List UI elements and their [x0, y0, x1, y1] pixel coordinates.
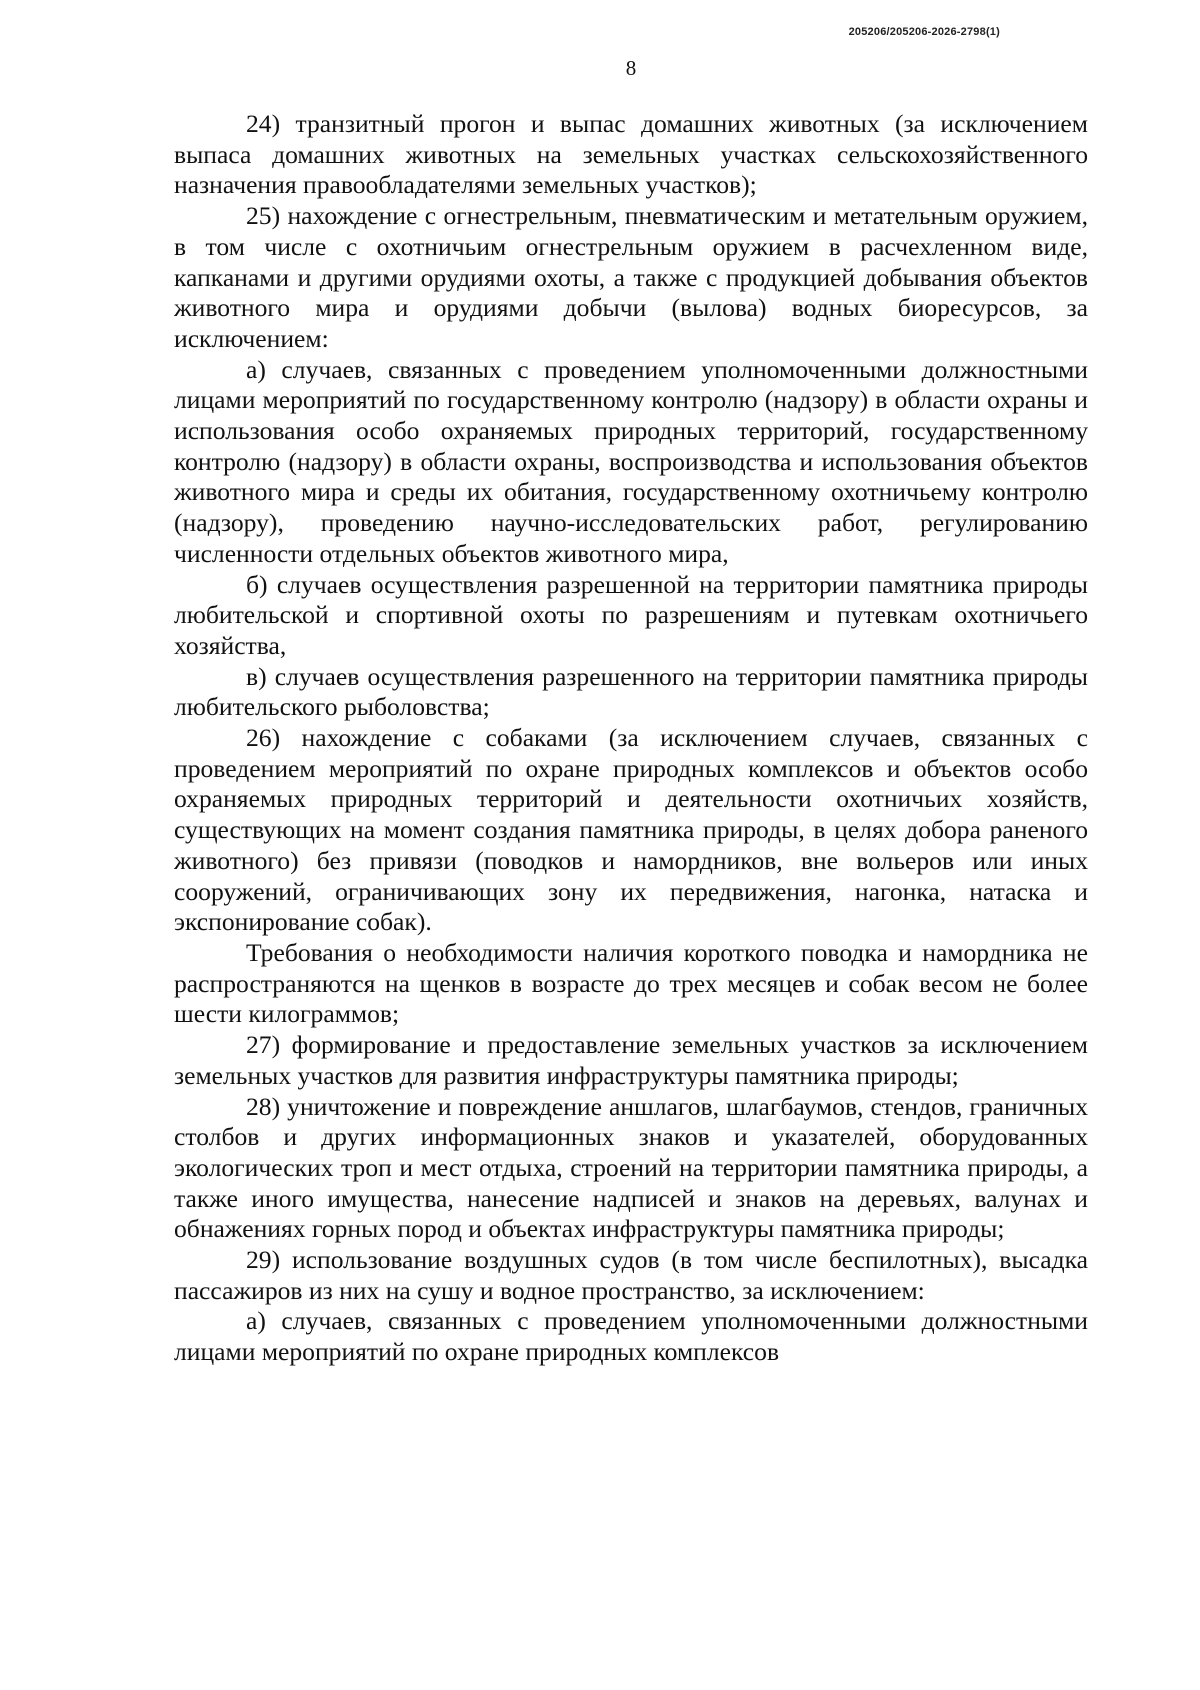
paragraph-item-25: 25) нахождение с огнестрельным, пневматическим и метательным оружием, в том числе с охотничьим огнестрельным оружием в расчехленном виде, капканами и другими орудиями охоты, а также с продукцией добывания объектов животного мира и орудиями добычи (вылова) водных биоресурсов, за исключением: — [174, 201, 1088, 353]
paragraph-item-28: 28) уничтожение и повреждение аншлагов, шлагбаумов, стендов, граничных столбов и других информационных знаков и указателей, оборудованных экологических троп и мест отдыха, строений на территории памятника природы, а также иного имущества, нанесение надписей и знаков на деревьях, валунах и обнажениях горных пород и объектах инфраструктуры памятника природы; — [174, 1091, 1088, 1244]
paragraph-item-27: 27) формирование и предоставление земельных участков за исключением земельных участков для развития инфраструктуры памятника природы; — [174, 1030, 1088, 1090]
document-id: 205206/205206-2026-2798(1) — [848, 26, 1000, 38]
paragraph-item-24: 24) транзитный прогон и выпас домашних животных (за исключением выпаса домашних животных на земельных участках сельскохозяйственного назначения правообладателями земельных участков); — [174, 109, 1088, 200]
page-number: 8 — [625, 56, 637, 80]
paragraph-item-25-v: в) случаев осуществления разрешенного на территории памятника природы любительского рыболовства; — [174, 661, 1088, 722]
document-body — [174, 109, 1088, 1368]
paragraph-requirements-note: Требования о необходимости наличия короткого поводка и намордника не распространяются на щенков в возрасте до трех месяцев и собак весом не более шести килограммов; — [174, 937, 1088, 1029]
paragraph-item-26: 26) нахождение с собаками (за исключением случаев, связанных с проведением мероприятий по охране природных комплексов и объектов особо охраняемых природных территорий и деятельности охотничьих хозяйств, существующих на момент создания памятника природы, в целях добора раненого животного) без привязи (поводков и намордников, вне вольеров или иных сооружений, ограничивающих зону их передвижения, нагонка, натаска и экспонирование собак). — [174, 723, 1088, 937]
paragraph-item-25-b: б) случаев осуществления разрешенной на территории памятника природы любительской и спортивной охоты по разрешениям и путевкам охотничьего хозяйства, — [174, 569, 1088, 660]
paragraph-item-29: 29) использование воздушных судов (в том числе беспилотных), высадка пассажиров из них на сушу и водное пространство, за исключением: — [174, 1245, 1088, 1305]
paragraph-item-29-a: а) случаев, связанных с проведением уполномоченными должностными лицами мероприятий по охране природных комплексов — [174, 1306, 1088, 1367]
paragraph-item-25-a: а) случаев, связанных с проведением уполномоченными должностными лицами мероприятий по государственному контролю (надзору) в области охраны и использования особо охраняемых природных территорий, государственному контролю (надзору) в области охраны, воспроизводства и использования объектов животного мира и среды их обитания, государственному охотничьему контролю (надзору), проведению научно-исследовательских работ, регулированию численности отдельных объектов животного мира, — [174, 354, 1088, 568]
